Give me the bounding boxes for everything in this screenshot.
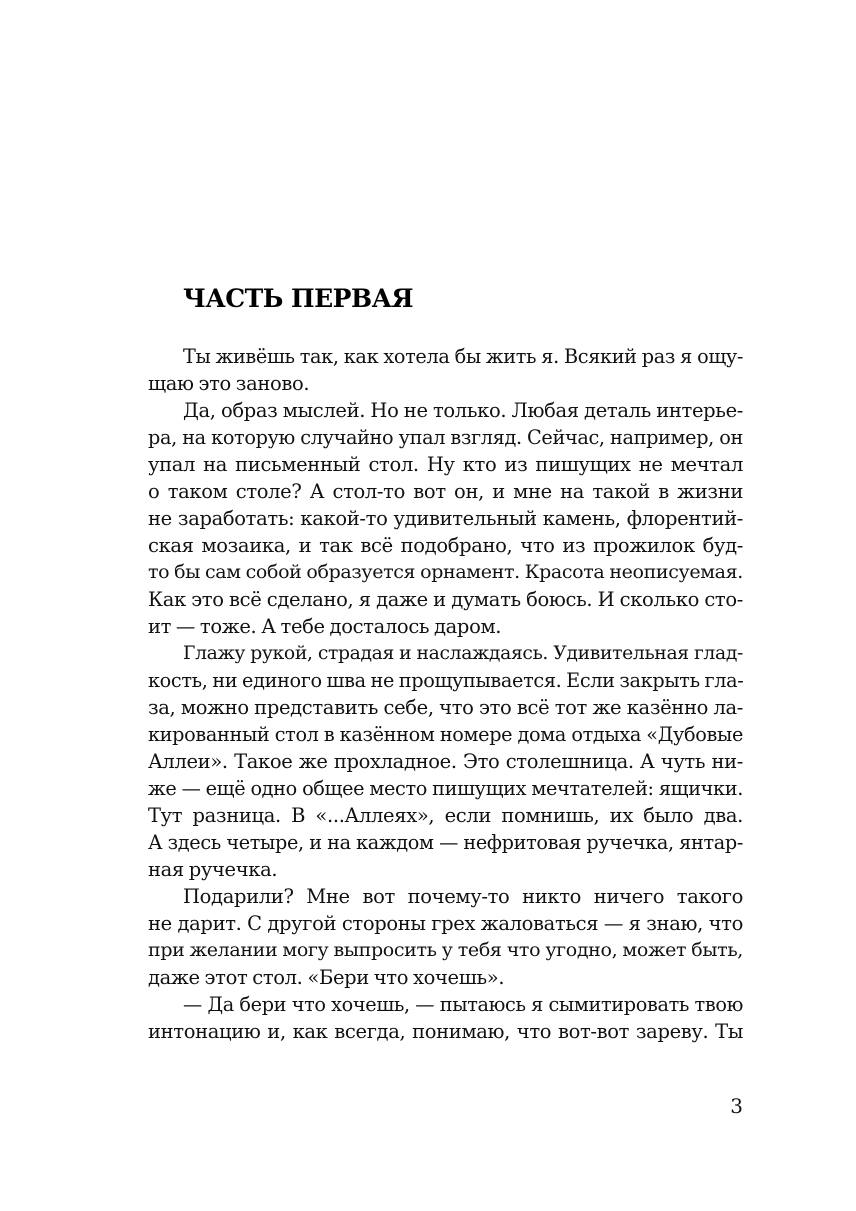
text-line: ра, на которую случайно упал взгляд. Сейчас, например, он <box>148 426 743 449</box>
page-number: 3 <box>730 1094 743 1118</box>
text-line: Да, образ мыслей. Но не только. Любая деталь интерье- <box>183 399 743 422</box>
text-line: не дарит. С другой стороны грех жаловаться — я знаю, что <box>148 912 743 935</box>
body-text <box>148 343 743 1045</box>
text-line: о таком столе? А стол-то вот он, и мне на такой в жизни <box>148 480 743 503</box>
text-line: — Да бери что хочешь, — пытаюсь я сымитировать твою <box>183 993 743 1016</box>
text-line: не заработать: какой-то удивительный камень, флорентий- <box>148 507 743 530</box>
text-line: же — ещё одно общее место пишущих мечтателей: ящички. <box>148 777 743 800</box>
text-line: Аллеи». Такое же прохладное. Это столешница. А чуть ни- <box>148 750 743 773</box>
text-line: Подарили? Мне вот почему-то никто ничего такого <box>183 885 743 908</box>
text-line: Тут разница. В «...Аллеях», если помнишь, их было два. <box>148 804 743 827</box>
text-line: А здесь четыре, и на каждом — нефритовая ручечка, янтар- <box>148 831 743 854</box>
text-line: ная ручечка. <box>148 858 278 881</box>
text-line: даже этот стол. «Бери что хочешь». <box>148 966 505 989</box>
text-line: интонацию и, как всегда, понимаю, что вот-вот зареву. Ты <box>148 1020 743 1043</box>
text-line: кированный стол в казённом номере дома отдыха «Дубовые <box>148 723 743 746</box>
text-line: при желании могу выпросить у тебя что угодно, может быть, <box>148 939 743 961</box>
text-line: ская мозаика, и так всё подобрано, что из прожилок буд- <box>148 534 743 557</box>
text-line: кость, ни единого шва не прощупывается. Если закрыть гла- <box>148 669 743 692</box>
text-line: ит — тоже. А тебе досталось даром. <box>148 615 502 638</box>
text-line: Глажу рукой, страдая и наслаждаясь. Удивительная глад- <box>183 643 743 664</box>
text-line: за, можно представить себе, что это всё тот же казённо ла- <box>148 696 743 719</box>
text-line: Ты живёшь так, как хотела бы жить я. Всякий раз я ощу- <box>183 345 743 368</box>
text-line: щаю это заново. <box>148 372 310 395</box>
chapter-title: ЧАСТЬ ПЕРВАЯ <box>183 284 414 313</box>
text-line: то бы сам собой образуется орнамент. Красота неописуемая. <box>148 561 743 583</box>
text-line: упал на письменный стол. Ну кто из пишущих не мечтал <box>148 453 743 476</box>
text-line: Как это всё сделано, я даже и думать боюсь. И сколько сто- <box>148 588 743 611</box>
